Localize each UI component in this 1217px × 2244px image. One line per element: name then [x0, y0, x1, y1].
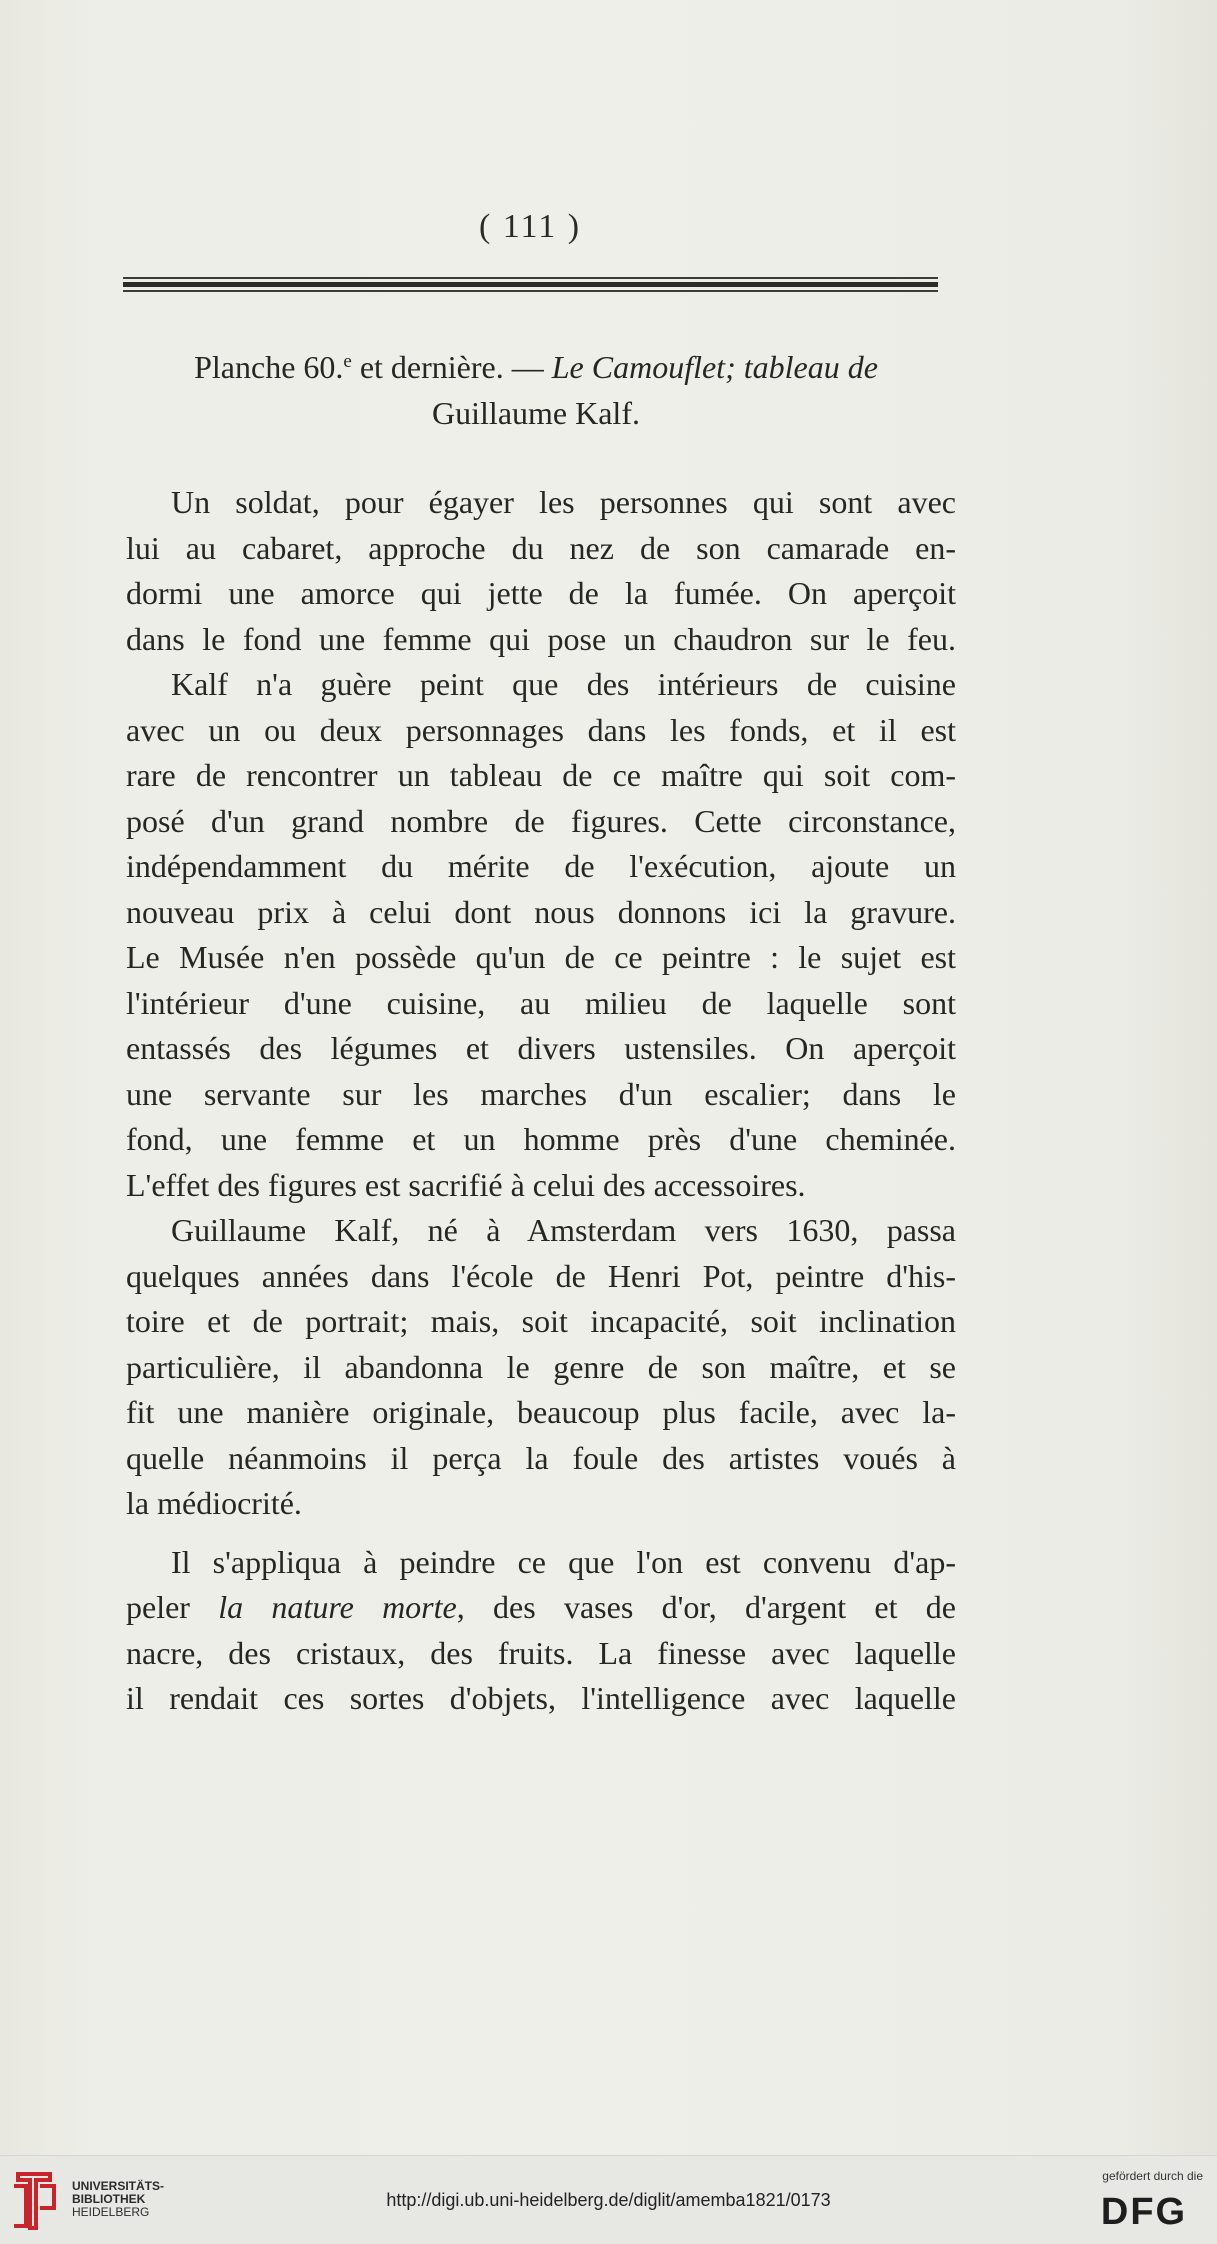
text-line: quelques années dans l'école de Henri Pot, peintre d'his-: [126, 1257, 956, 1294]
paragraph-1: [126, 480, 956, 662]
plate-heading: [123, 344, 949, 436]
text-fragment: , des vases d'or, d'argent et de: [456, 1589, 957, 1625]
text-line: toire et de portrait; mais, soit incapacité, soit inclination: [126, 1303, 956, 1339]
text-line: dormi une amorce qui jette de la fumée. On aperçoit: [126, 575, 956, 611]
heading-line-1: [123, 344, 949, 390]
plate-rest: et dernière. —: [351, 349, 552, 385]
text-line: Guillaume Kalf, né à Amsterdam vers 1630, passa: [171, 1212, 956, 1248]
text-line: l'intérieur d'une cuisine, au milieu de laquelle sont: [126, 984, 956, 1021]
text-line: quelle néanmoins il perça la foule des artistes voués à: [126, 1439, 956, 1476]
institution-line: HEIDELBERG: [72, 2205, 150, 2219]
rule-thick: [123, 282, 938, 287]
text-line: dans le fond une femme qui pose un chaudron sur le feu.: [126, 620, 956, 657]
text-line: rare de rencontrer un tableau de ce maître qui soit com-: [126, 757, 956, 793]
rule-thin-bottom: [123, 290, 938, 292]
plate-title: Le Camouflet; tableau de: [551, 349, 878, 385]
paragraph-2: [126, 662, 956, 1208]
header-double-rule: [123, 277, 938, 293]
text-line: Kalf n'a guère peint que des intérieurs de cuisine: [171, 666, 956, 702]
text-line: Un soldat, pour égayer les personnes qui sont avec: [171, 484, 956, 520]
text-line: Il s'appliqua à peindre ce que l'on est convenu d'ap-: [171, 1543, 956, 1580]
text-line: nacre, des cristaux, des fruits. La finesse avec laquelle: [126, 1634, 956, 1671]
text-line: particulière, il abandonna le genre de son maître, et se: [126, 1348, 956, 1385]
text-line: la médiocrité.: [126, 1485, 302, 1521]
text-line: entassés des légumes et divers ustensiles. On aperçoit: [126, 1030, 956, 1066]
text-line: posé d'un grand nombre de figures. Cette circonstance,: [126, 802, 956, 839]
plate-sup: e: [343, 351, 352, 372]
text-fragment: peler: [126, 1589, 219, 1625]
permalink-url[interactable]: http://digi.ub.uni-heidelberg.de/diglit/amemba1821/0173: [386, 2190, 831, 2210]
dfg-logo-text: DFG: [1100, 2191, 1188, 2230]
text-line: avec un ou deux personnages dans les fonds, et il est: [126, 711, 956, 748]
text-line: fond, une femme et un homme près d'une cheminée.: [126, 1121, 956, 1157]
paragraph-4: [126, 1540, 956, 1722]
body-text: [126, 480, 956, 1722]
text-line: indépendamment du mérite de l'exécution, ajoute un: [126, 848, 956, 884]
plate-label: Planche 60.: [194, 349, 344, 385]
heading-line-2: Guillaume Kalf.: [432, 395, 640, 431]
paragraph-3: [126, 1208, 956, 1527]
text-line: lui au cabaret, approche du nez de son camarade en-: [126, 529, 956, 566]
institution-line: BIBLIOTHEK: [72, 2192, 146, 2206]
rule-thin-top: [123, 277, 938, 279]
text-line: fit une manière originale, beaucoup plus facile, avec la-: [126, 1394, 956, 1430]
text-line: une servante sur les marches d'un escalier; dans le: [126, 1075, 956, 1112]
text-line: Le Musée n'en possède qu'un de ce peintre : le sujet est: [126, 939, 956, 975]
text-line: il rendait ces sortes d'objets, l'intelligence avec laquelle: [126, 1680, 956, 1716]
dfg-logo-icon: [1085, 2190, 1203, 2230]
page-number: ( 111 ): [478, 208, 582, 245]
footer-bar: [0, 2155, 1217, 2244]
italic-fragment: la nature morte: [218, 1589, 457, 1625]
institution-line: UNIVERSITÄTS-: [72, 2179, 165, 2193]
text-line: [126, 1585, 956, 1631]
text-line: L'effet des figures est sacrifié à celui des accessoires.: [126, 1166, 806, 1203]
funded-by-label: gefördert durch die: [1102, 2169, 1203, 2183]
text-line: nouveau prix à celui dont nous donnons ici la gravure.: [126, 893, 956, 930]
